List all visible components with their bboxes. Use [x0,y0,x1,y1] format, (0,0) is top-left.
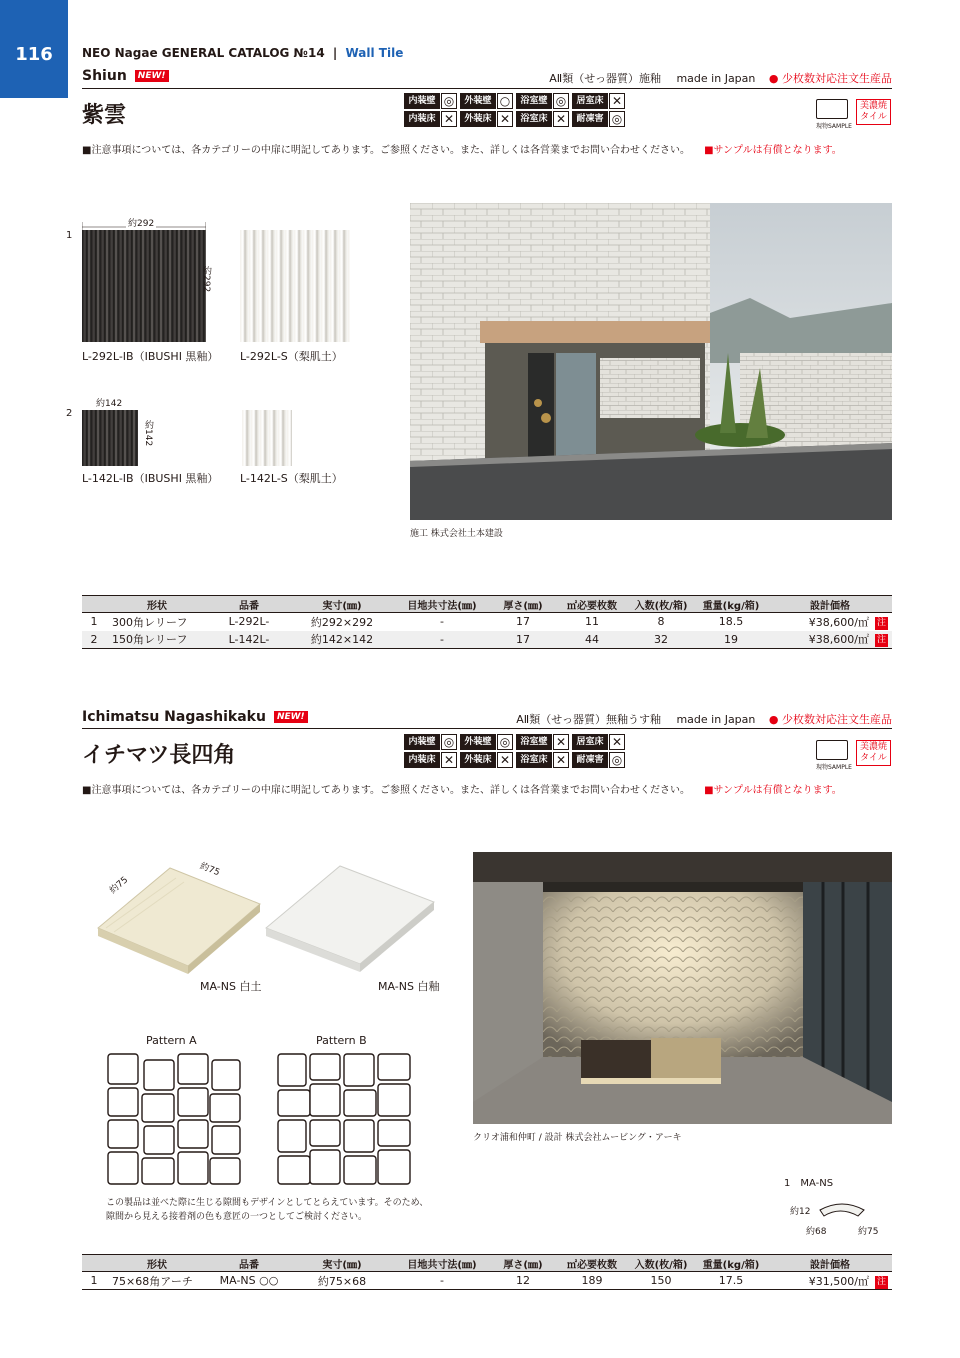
shiun-mino-badge: 美濃焼 タイル [856,99,891,125]
ichimatsu-divider [82,728,892,729]
table-header-row: 形状 品番 実寸(㎜) 目地共寸法(㎜) 厚さ(㎜) ㎡必要枚数 入数(枚/箱) 重量(kg/箱) 設計価格 [82,1255,892,1272]
tile-white-glaze-label: MA-NS 白釉 [378,980,440,993]
tile-142-ib-swatch [82,410,138,466]
shiun-sample-notice: ■サンプルは有償となります。 [704,145,842,156]
pattern-a-title: Pattern A [146,1034,197,1047]
ichimatsu-dot-icon: ● [768,713,779,726]
shiun-installation-photo [410,203,892,520]
shiun-new-badge: NEW! [135,70,169,82]
ichimatsu-made: made in Japan [676,713,756,726]
shiun-dot-icon: ● [768,72,779,85]
dim-a-label: 約75 [108,875,131,897]
suit-cell: 内装壁 ◎ [404,93,458,109]
ichimatsu-mino-badge: 美濃焼 タイル [856,740,891,766]
tile-292-s-swatch [240,230,350,342]
group1-number: 1 [66,230,73,241]
shiun-spec: AⅡ類（せっ器質）施釉 [549,72,661,85]
header-separator: | [332,46,338,60]
ichimatsu-notice: ■注意事項については、各カテゴリーの中扉に明記してあります。ご参照ください。また、詳しくは各営業までお問い合わせください。 ■サンプルは有償となります。 [82,785,842,796]
shiun-jp-title: 紫雲 [82,103,127,128]
shiun-spec-table [82,595,892,649]
pattern-a-diagram [106,1052,242,1186]
tile-white-glaze-render [258,848,458,978]
suit-mark: ✕ [441,752,457,768]
ichimatsu-en-title [82,709,308,725]
note-badge: 注 [876,635,886,646]
suit-mark: ✕ [609,734,625,750]
shiun-sample-icon [816,99,848,119]
ichimatsu-sample-label: 現物SAMPLE [816,764,852,771]
table-row: 1 300角レリーフ L-292L- 約292×292 - 17 11 8 18.5 ¥38,600/㎡ 注 [90,615,886,629]
suit-mark: ✕ [553,734,569,750]
ichimatsu-design-note: この製品は並べた際に生じる隙間もデザインとしてとらえています。そのため、 隙間から見える接着剤の色も意匠の一つとしてご検討ください。 [106,1198,429,1222]
suit-cell: 外装壁 ◎ [460,734,514,750]
tile-292-ib-swatch [82,230,206,342]
ichimatsu-sample-icon [816,740,848,760]
suit-cell: 浴室壁 ✕ [516,734,570,750]
ichimatsu-photo-caption: クリオ浦和仲町 / 設計 株式会社ムービング・アーキ [473,1133,682,1143]
suit-cell: 居室床 ✕ [572,734,626,750]
note-badge: 注 [876,1276,886,1287]
suit-mark: ◎ [609,111,625,127]
suit-cell: 浴室床 ✕ [516,111,570,127]
shiun-sample-label: 現物SAMPLE [816,123,852,130]
suit-cell: 耐凍害 ◎ [572,111,626,127]
tile-292-ib-label: L-292L-IB（IBUSHI 黒釉） [82,350,219,363]
suit-cell: 内装床 ✕ [404,752,458,768]
shiun-photo-caption: 施工 株式会社土本建設 [410,529,503,539]
diagram-width: 約68 [806,1227,827,1237]
suit-cell: 外装床 ✕ [460,111,514,127]
shiun-notice: ■注意事項については、各カテゴリーの中扉に明記してあります。ご参照ください。また、詳しくは各営業までお問い合わせください。 ■サンプルは有償となります。 [82,145,842,156]
suit-mark: ✕ [497,111,513,127]
suit-mark: ✕ [441,111,457,127]
diagram-thickness: 約12 [790,1207,811,1217]
tile-white-clay-label: MA-NS 白土 [200,980,262,993]
suit-cell: 居室床 ✕ [572,93,626,109]
suit-mark: ◎ [553,93,569,109]
ichimatsu-spec-table [82,1254,892,1290]
catalog-title: NEO Nagae GENERAL CATALOG №14 [82,46,325,60]
group2-number: 2 [66,408,73,419]
note-badge: 注 [876,617,886,628]
shiun-divider [82,88,892,89]
suit-cell: 内装床 ✕ [404,111,458,127]
ichimatsu-installation-photo [473,852,892,1124]
page-number: 116 [0,0,68,98]
shiun-en-title [82,68,169,84]
ichimatsu-spec: AⅡ類（せっ器質）無釉うす釉 [516,713,661,726]
ichimatsu-suitability-grid [404,734,626,768]
pattern-b-diagram [276,1052,412,1186]
shiun-order-note: 少枚数対応注文生産品 [782,72,892,85]
shiun-made: made in Japan [676,72,756,85]
tile-white-clay-render [80,848,280,978]
shiun-spec-line [549,70,892,86]
ichimatsu-en-name: Ichimatsu Nagashikaku [82,709,266,725]
table-row: 1 75×68角アーチ MA-NS ○○ 約75×68 - 12 189 150 17.5 ¥31,500/㎡ 注 [82,1272,892,1290]
suit-cell: 外装壁 ○ [460,93,514,109]
suit-mark: ◎ [441,93,457,109]
suit-cell: 外装床 ✕ [460,752,514,768]
tile-142-s-swatch [242,410,292,466]
suit-mark: ✕ [609,93,625,109]
ichimatsu-order-note: 少枚数対応注文生産品 [782,713,892,726]
table-header-row: 形状 品番 実寸(㎜) 目地共寸法(㎜) 厚さ(㎜) ㎡必要枚数 入数(枚/箱) 重量(kg/箱) 設計価格 [82,596,892,613]
tile-142-s-label: L-142L-S（梨肌土） [240,472,343,485]
suit-mark: ◎ [609,752,625,768]
dim-b-label: 約75 [198,861,222,879]
suit-cell: 耐凍害 ◎ [572,752,626,768]
suit-mark: ○ [497,93,513,109]
suit-cell: 浴室床 ✕ [516,752,570,768]
diagram-length: 約75 [858,1227,879,1237]
suit-cell: 浴室壁 ◎ [516,93,570,109]
shiun-en-name: Shiun [82,68,127,84]
suit-mark: ✕ [553,752,569,768]
ma-ns-profile-diagram [818,1196,866,1220]
group1-height-dim: 約292 [201,266,211,293]
group2-height-dim: 約142 [143,420,153,447]
category-label: Wall Tile [345,46,404,60]
suit-mark: ✕ [553,111,569,127]
suit-mark: ◎ [441,734,457,750]
ichimatsu-jp-title: イチマツ長四角 [82,743,236,768]
suit-mark: ✕ [497,752,513,768]
shiun-suitability-grid [404,93,626,127]
ichimatsu-sample-notice: ■サンプルは有償となります。 [704,785,842,796]
suit-cell: 内装壁 ◎ [404,734,458,750]
suit-mark: ◎ [497,734,513,750]
pattern-b-title: Pattern B [316,1034,367,1047]
diagram-title: 1 MA-NS [784,1178,834,1189]
tile-292-s-label: L-292L-S（梨肌土） [240,350,343,363]
tile-142-ib-label: L-142L-IB（IBUSHI 黒釉） [82,472,219,485]
catalog-header [82,46,403,60]
ichimatsu-new-badge: NEW! [274,711,308,723]
ichimatsu-spec-line [516,711,892,727]
table-row: 2 150角レリーフ L-142L- 約142×142 - 17 44 32 19 ¥38,600/㎡ 注 [82,631,892,649]
